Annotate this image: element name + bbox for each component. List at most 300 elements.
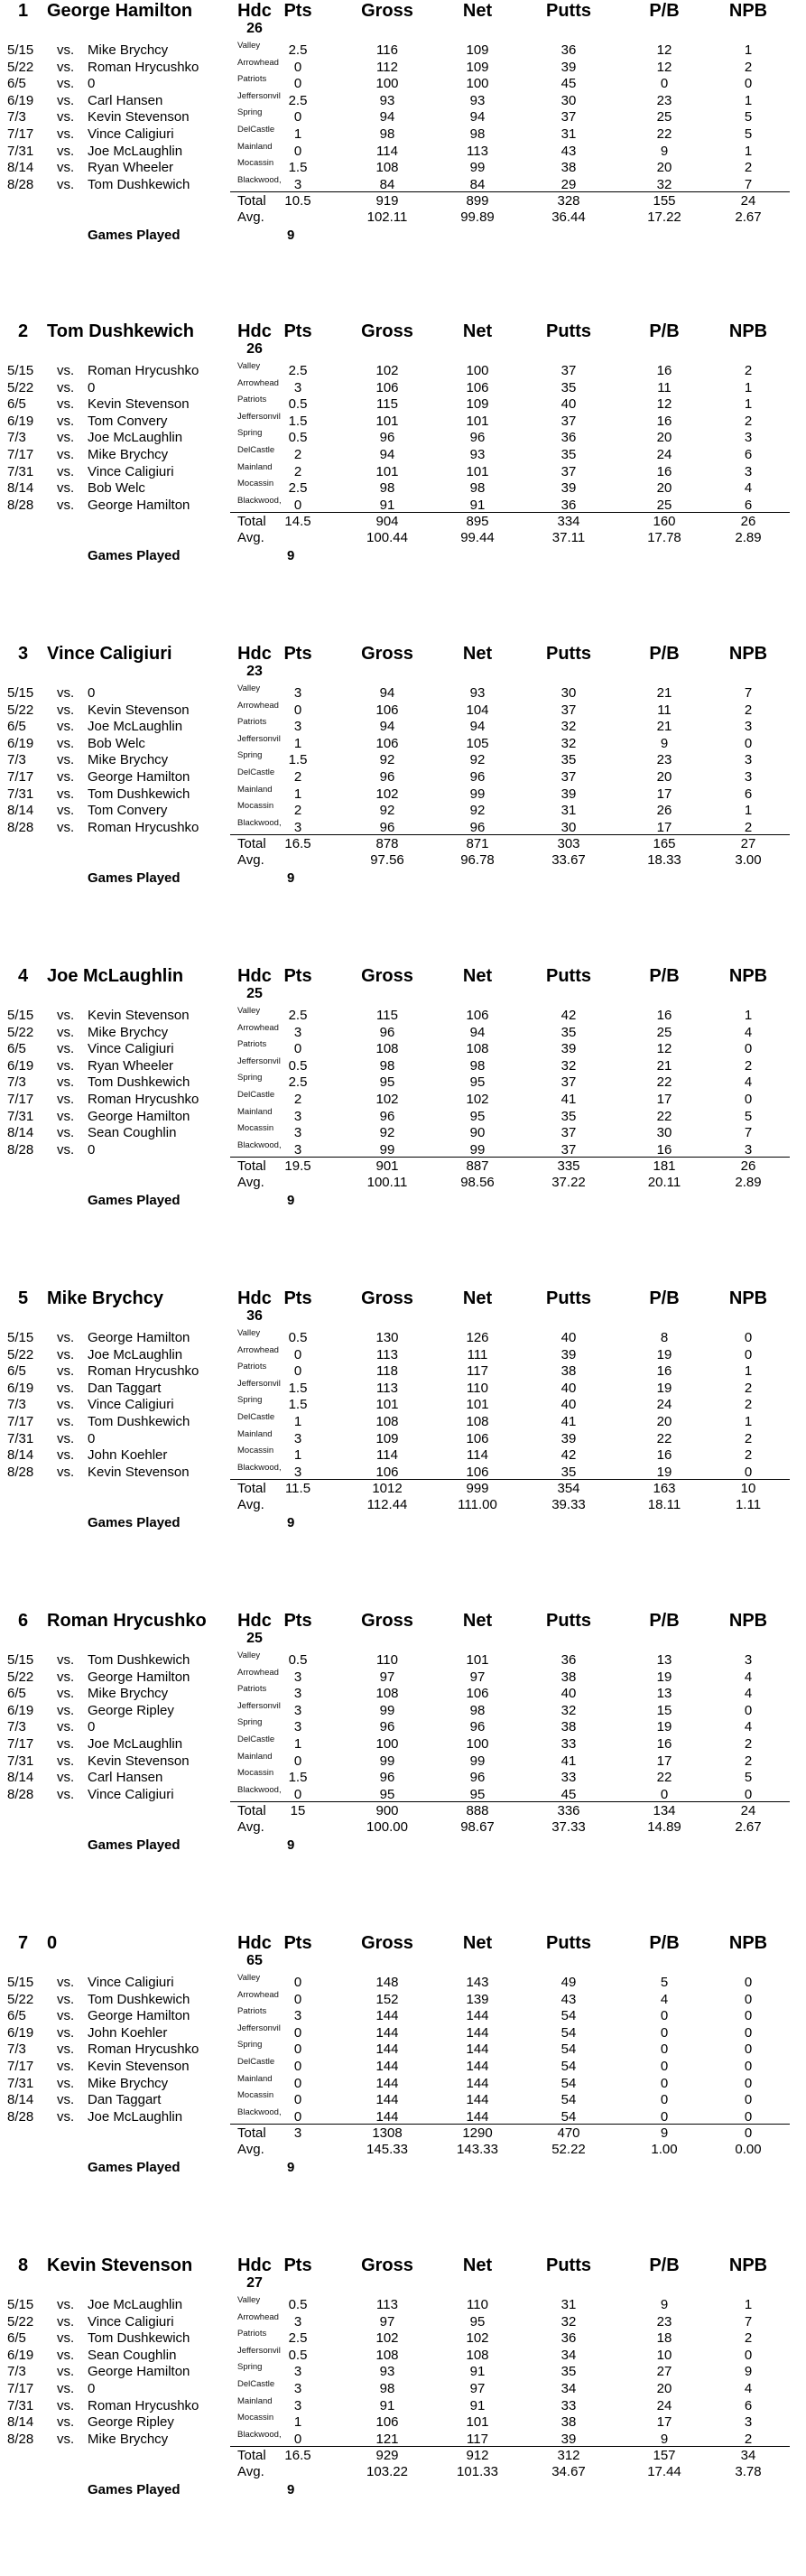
score-pts: 1.5	[288, 1380, 308, 1396]
course-name: Mainland	[237, 2073, 273, 2084]
match-date: 7/31	[7, 1430, 34, 1446]
totals-divider	[230, 1801, 790, 1802]
score-npb: 0	[744, 2024, 753, 2041]
score-putts: 38	[560, 160, 577, 176]
player-name: Joe McLaughlin	[47, 966, 184, 986]
avg-gross: 97.56	[370, 852, 404, 869]
column-header-net: Net	[462, 966, 493, 986]
column-header-hdc: Hdc	[237, 1, 272, 21]
score-putts: 37	[560, 1125, 577, 1141]
opponent-name: Roman Hrycushko	[88, 2397, 199, 2413]
score-net: 100	[466, 363, 489, 378]
score-pts: 3	[293, 2008, 302, 2024]
vs-label: vs.	[57, 685, 75, 701]
course-name: Arrowhead	[237, 377, 279, 388]
score-pb: 20	[656, 430, 672, 446]
player-rank: 4	[18, 966, 29, 986]
total-gross: 919	[375, 193, 399, 209]
match-date: 8/14	[7, 1447, 34, 1464]
avg-putts: 37.11	[551, 530, 586, 546]
score-putts: 54	[560, 2041, 577, 2058]
match-date: 6/5	[7, 396, 26, 413]
opponent-name: Joe McLaughlin	[88, 1736, 183, 1752]
total-label: Total	[237, 193, 266, 209]
score-npb: 6	[744, 786, 753, 802]
match-date: 6/5	[7, 1363, 26, 1380]
vs-label: vs.	[57, 143, 75, 159]
score-pts: 0.5	[288, 396, 308, 413]
match-date: 7/3	[7, 1397, 26, 1413]
score-gross: 116	[376, 42, 398, 58]
opponent-name: Roman Hrycushko	[88, 1363, 199, 1380]
opponent-name: John Koehler	[88, 1447, 168, 1464]
score-putts: 35	[560, 2364, 577, 2380]
score-gross: 144	[375, 2092, 399, 2108]
score-net: 110	[467, 1380, 488, 1396]
handicap-value: 65	[246, 1953, 263, 1968]
score-pts: 0.5	[288, 2347, 308, 2363]
match-date: 8/14	[7, 160, 34, 176]
score-gross: 102	[375, 2330, 399, 2347]
score-gross: 91	[379, 497, 395, 513]
course-name: DelCastle	[237, 445, 275, 455]
match-date: 5/15	[7, 1008, 34, 1023]
opponent-name: Joe McLaughlin	[88, 2297, 183, 2312]
opponent-name: 0	[88, 2381, 96, 2396]
course-name: Mainland	[237, 784, 273, 795]
vs-label: vs.	[57, 2414, 75, 2431]
column-header-hdc: Hdc	[237, 321, 272, 341]
vs-label: vs.	[57, 413, 75, 429]
total-putts: 335	[557, 1158, 580, 1175]
score-pb: 0	[660, 1786, 669, 1802]
score-gross: 98	[379, 480, 395, 497]
score-pts: 0	[293, 59, 302, 75]
score-pts: 3	[293, 2313, 302, 2330]
score-npb: 0	[744, 1346, 753, 1362]
vs-label: vs.	[57, 1057, 75, 1074]
score-net: 90	[469, 1125, 486, 1141]
handicap-value: 23	[246, 664, 263, 679]
score-putts: 37	[560, 109, 577, 126]
vs-label: vs.	[57, 803, 75, 819]
match-date: 7/31	[7, 143, 34, 159]
games-played-label: Games Played	[88, 548, 181, 564]
avg-putts: 33.67	[551, 852, 586, 869]
score-pb: 0	[660, 2059, 669, 2074]
vs-label: vs.	[57, 1770, 75, 1786]
column-header-gross: Gross	[361, 1, 413, 21]
score-gross: 101	[375, 463, 399, 479]
opponent-name: Tom Convery	[88, 803, 168, 819]
opponent-name: Mike Brychcy	[88, 447, 169, 462]
player-block	[0, 643, 806, 964]
opponent-name: Bob Welc	[88, 735, 145, 751]
score-putts: 41	[560, 1753, 577, 1769]
column-header-putts: Putts	[546, 2255, 591, 2275]
score-net: 98	[469, 480, 486, 497]
course-name: Patriots	[237, 2006, 267, 2017]
score-net: 96	[469, 769, 486, 785]
total-pts: 19.5	[284, 1158, 311, 1175]
score-npb: 6	[744, 2397, 753, 2413]
avg-gross: 145.33	[366, 2142, 408, 2158]
score-npb: 2	[744, 819, 753, 835]
score-net: 106	[466, 379, 489, 395]
score-npb: 3	[744, 463, 753, 479]
score-pts: 0	[293, 2108, 302, 2125]
total-label: Total	[237, 1481, 266, 1497]
score-npb: 0	[744, 1092, 753, 1107]
avg-putts: 36.44	[551, 209, 586, 226]
column-header-pb: P/B	[649, 1933, 680, 1953]
avg-putts: 52.22	[551, 2142, 586, 2158]
score-npb: 0	[744, 1975, 753, 1990]
opponent-name: Roman Hrycushko	[88, 363, 199, 378]
column-header-hdc: Hdc	[237, 966, 272, 986]
score-pb: 27	[656, 2364, 672, 2380]
total-pts: 11.5	[284, 1481, 311, 1497]
avg-net: 98.56	[460, 1175, 495, 1191]
match-date: 7/17	[7, 1092, 34, 1107]
score-putts: 39	[560, 480, 577, 497]
column-header-hdc: Hdc	[237, 644, 272, 664]
score-pts: 3	[293, 379, 302, 395]
score-npb: 2	[744, 1447, 753, 1464]
player-name: George Hamilton	[47, 1, 193, 21]
opponent-name: Roman Hrycushko	[88, 59, 199, 75]
score-putts: 54	[560, 2092, 577, 2108]
match-date: 8/28	[7, 1786, 34, 1802]
score-pb: 0	[660, 2092, 669, 2108]
vs-label: vs.	[57, 2059, 75, 2074]
score-net: 113	[467, 143, 488, 159]
score-putts: 40	[560, 1686, 577, 1702]
score-gross: 114	[376, 143, 398, 159]
match-date: 6/19	[7, 735, 34, 751]
score-pts: 1.5	[288, 160, 308, 176]
score-putts: 32	[560, 1057, 577, 1074]
total-npb: 10	[740, 1481, 756, 1497]
score-pb: 22	[656, 126, 672, 142]
score-pb: 26	[656, 803, 672, 819]
score-npb: 0	[744, 1330, 753, 1345]
total-label: Total	[237, 514, 266, 530]
column-header-pts: Pts	[283, 1611, 312, 1631]
opponent-name: Vince Caligiuri	[88, 1397, 174, 1413]
match-date: 8/14	[7, 803, 34, 819]
score-net: 105	[466, 735, 489, 751]
score-pb: 17	[656, 1753, 672, 1769]
score-putts: 54	[560, 2108, 577, 2125]
course-name: Valley	[237, 1006, 261, 1016]
avg-pb: 17.44	[647, 2464, 681, 2480]
score-net: 95	[469, 2313, 486, 2330]
score-pts: 3	[293, 1702, 302, 1718]
totals-divider	[230, 1157, 790, 1158]
course-name: Patriots	[237, 2329, 267, 2339]
avg-putts: 34.67	[551, 2464, 586, 2480]
score-pts: 1.5	[288, 752, 308, 768]
score-pb: 20	[656, 480, 672, 497]
course-name: Arrowhead	[237, 700, 279, 711]
total-putts: 334	[557, 514, 580, 530]
score-npb: 2	[744, 363, 753, 378]
score-putts: 29	[560, 176, 577, 192]
player-rank: 3	[18, 644, 29, 664]
match-date: 7/3	[7, 1074, 26, 1091]
score-gross: 92	[379, 752, 395, 768]
vs-label: vs.	[57, 1686, 75, 1702]
score-npb: 0	[744, 2092, 753, 2108]
avg-npb: 3.78	[735, 2464, 762, 2480]
score-gross: 144	[375, 2108, 399, 2125]
avg-net: 101.33	[457, 2464, 498, 2480]
course-name: DelCastle	[237, 2379, 275, 2389]
score-pts: 1	[293, 126, 302, 142]
opponent-name: Kevin Stevenson	[88, 1464, 190, 1480]
score-pb: 16	[656, 463, 672, 479]
score-gross: 96	[379, 1024, 395, 1040]
total-pts: 15	[290, 1803, 306, 1819]
score-putts: 31	[560, 2297, 577, 2312]
course-name: DelCastle	[237, 1734, 275, 1744]
score-gross: 92	[379, 803, 395, 819]
course-name: Blackwood,	[237, 495, 282, 506]
vs-label: vs.	[57, 819, 75, 835]
score-putts: 40	[560, 1330, 577, 1345]
avg-gross: 100.11	[366, 1175, 408, 1191]
score-putts: 38	[560, 1719, 577, 1735]
score-net: 101	[466, 413, 489, 429]
opponent-name: Sean Coughlin	[88, 1125, 177, 1141]
opponent-name: Joe McLaughlin	[88, 2108, 183, 2125]
total-pts: 16.5	[284, 2448, 311, 2464]
vs-label: vs.	[57, 379, 75, 395]
total-gross: 878	[375, 836, 399, 852]
opponent-name: 0	[88, 1430, 96, 1446]
score-net: 108	[466, 2347, 489, 2363]
total-net: 1290	[462, 2125, 493, 2142]
column-header-npb: NPB	[728, 966, 768, 986]
score-gross: 121	[375, 2431, 399, 2447]
course-name: Mocassin	[237, 1446, 274, 1456]
vs-label: vs.	[57, 463, 75, 479]
score-gross: 96	[379, 819, 395, 835]
score-npb: 4	[744, 1686, 753, 1702]
score-putts: 33	[560, 1770, 577, 1786]
player-block	[0, 321, 806, 642]
player-rank: 7	[18, 1933, 29, 1953]
score-pb: 5	[660, 1975, 669, 1990]
score-pts: 1	[293, 1447, 302, 1464]
score-putts: 36	[560, 42, 577, 58]
score-gross: 130	[375, 1330, 399, 1345]
match-date: 5/15	[7, 363, 34, 378]
score-net: 106	[466, 1008, 489, 1023]
score-npb: 1	[744, 143, 753, 159]
score-gross: 108	[375, 1414, 399, 1429]
avg-npb: 1.11	[735, 1497, 762, 1513]
total-net: 895	[466, 514, 489, 530]
score-pts: 3	[293, 2381, 302, 2396]
score-pts: 1	[293, 786, 302, 802]
score-npb: 0	[744, 2041, 753, 2058]
score-pb: 0	[660, 2075, 669, 2091]
vs-label: vs.	[57, 480, 75, 497]
opponent-name: 0	[88, 379, 96, 395]
opponent-name: Tom Dushkewich	[88, 1414, 190, 1429]
column-header-pb: P/B	[649, 321, 680, 341]
opponent-name: Tom Dushkewich	[88, 176, 190, 192]
match-date: 7/3	[7, 2364, 26, 2380]
score-pts: 3	[293, 176, 302, 192]
score-net: 101	[466, 1397, 489, 1413]
score-net: 106	[466, 1430, 489, 1446]
score-net: 93	[469, 447, 486, 462]
total-pb: 163	[653, 1481, 676, 1497]
score-pb: 20	[656, 1414, 672, 1429]
course-name: Blackwood,	[237, 2429, 282, 2440]
course-name: Arrowhead	[237, 1344, 279, 1355]
vs-label: vs.	[57, 396, 75, 413]
opponent-name: Vince Caligiuri	[88, 1786, 174, 1802]
score-gross: 95	[379, 1074, 395, 1091]
score-net: 99	[469, 1753, 486, 1769]
score-gross: 94	[379, 447, 395, 462]
player-name: Mike Brychcy	[47, 1288, 163, 1308]
opponent-name: Kevin Stevenson	[88, 702, 190, 718]
course-name: Arrowhead	[237, 1022, 279, 1033]
score-npb: 0	[744, 1702, 753, 1718]
score-pb: 17	[656, 819, 672, 835]
vs-label: vs.	[57, 497, 75, 513]
score-net: 96	[469, 819, 486, 835]
column-header-pb: P/B	[649, 1611, 680, 1631]
total-label: Total	[237, 2448, 266, 2464]
score-putts: 39	[560, 1041, 577, 1057]
score-net: 114	[467, 1447, 488, 1464]
score-pb: 11	[657, 702, 672, 718]
score-putts: 54	[560, 2059, 577, 2074]
games-played-value: 9	[287, 548, 295, 564]
match-date: 8/14	[7, 2092, 34, 2108]
score-pts: 2.5	[288, 42, 308, 58]
opponent-name: Mike Brychcy	[88, 2075, 169, 2091]
totals-divider	[230, 512, 790, 513]
opponent-name: George Hamilton	[88, 497, 190, 513]
score-putts: 49	[560, 1975, 577, 1990]
match-date: 5/22	[7, 1991, 34, 2007]
avg-label: Avg.	[237, 2142, 264, 2158]
score-pts: 0	[293, 2431, 302, 2447]
player-block	[0, 0, 806, 321]
score-pb: 24	[656, 1397, 672, 1413]
match-date: 8/28	[7, 1464, 34, 1480]
match-date: 5/22	[7, 1669, 34, 1685]
score-putts: 54	[560, 2075, 577, 2091]
avg-npb: 2.89	[735, 1175, 762, 1191]
score-putts: 35	[560, 1024, 577, 1040]
score-net: 111	[467, 1346, 488, 1362]
course-name: Spring	[237, 428, 263, 439]
avg-net: 99.44	[460, 530, 495, 546]
score-npb: 2	[744, 2330, 753, 2347]
column-header-net: Net	[462, 644, 493, 664]
score-putts: 45	[560, 1786, 577, 1802]
score-pts: 3	[293, 1686, 302, 1702]
score-net: 109	[466, 59, 489, 75]
score-gross: 144	[375, 2041, 399, 2058]
score-pb: 19	[656, 1464, 672, 1480]
match-date: 8/14	[7, 480, 34, 497]
total-gross: 1012	[372, 1481, 403, 1497]
score-pb: 20	[656, 2381, 672, 2396]
column-header-net: Net	[462, 321, 493, 341]
column-header-gross: Gross	[361, 321, 413, 341]
course-name: Arrowhead	[237, 1667, 279, 1678]
totals-divider	[230, 2446, 790, 2447]
score-pb: 18	[656, 2330, 672, 2347]
match-date: 7/17	[7, 1736, 34, 1752]
column-header-putts: Putts	[546, 1933, 591, 1953]
column-header-pb: P/B	[649, 1, 680, 21]
score-gross: 113	[376, 2297, 398, 2312]
course-name: Jeffersonvil	[237, 1056, 281, 1066]
vs-label: vs.	[57, 1380, 75, 1396]
score-putts: 39	[560, 2431, 577, 2447]
vs-label: vs.	[57, 447, 75, 462]
total-label: Total	[237, 1158, 266, 1175]
score-pts: 0	[293, 1991, 302, 2007]
score-net: 97	[469, 1669, 486, 1685]
score-pts: 3	[293, 1125, 302, 1141]
score-npb: 4	[744, 1074, 753, 1091]
column-header-pts: Pts	[283, 321, 312, 341]
course-name: Mocassin	[237, 479, 274, 489]
player-rank: 2	[18, 321, 29, 341]
avg-putts: 37.22	[551, 1175, 586, 1191]
score-net: 99	[469, 160, 486, 176]
opponent-name: Joe McLaughlin	[88, 143, 183, 159]
score-gross: 93	[379, 2364, 395, 2380]
games-played-value: 9	[287, 2482, 295, 2498]
avg-gross: 100.00	[366, 1819, 408, 1836]
opponent-name: Carl Hansen	[88, 92, 163, 108]
column-header-gross: Gross	[361, 644, 413, 664]
vs-label: vs.	[57, 1024, 75, 1040]
score-pb: 22	[656, 1770, 672, 1786]
score-gross: 113	[376, 1380, 398, 1396]
score-net: 94	[469, 719, 486, 735]
vs-label: vs.	[57, 1736, 75, 1752]
score-pts: 3	[293, 1141, 302, 1158]
match-date: 7/31	[7, 2397, 34, 2413]
course-name: DelCastle	[237, 1090, 275, 1100]
match-date: 7/17	[7, 1414, 34, 1429]
avg-label: Avg.	[237, 2464, 264, 2480]
score-pb: 16	[656, 1141, 672, 1158]
score-putts: 37	[560, 463, 577, 479]
total-gross: 929	[375, 2448, 399, 2464]
score-net: 95	[469, 1786, 486, 1802]
vs-label: vs.	[57, 1719, 75, 1735]
avg-net: 99.89	[460, 209, 495, 226]
column-header-pts: Pts	[283, 2255, 312, 2275]
avg-pb: 18.33	[647, 852, 681, 869]
score-npb: 0	[744, 1041, 753, 1057]
score-pb: 11	[657, 379, 672, 395]
